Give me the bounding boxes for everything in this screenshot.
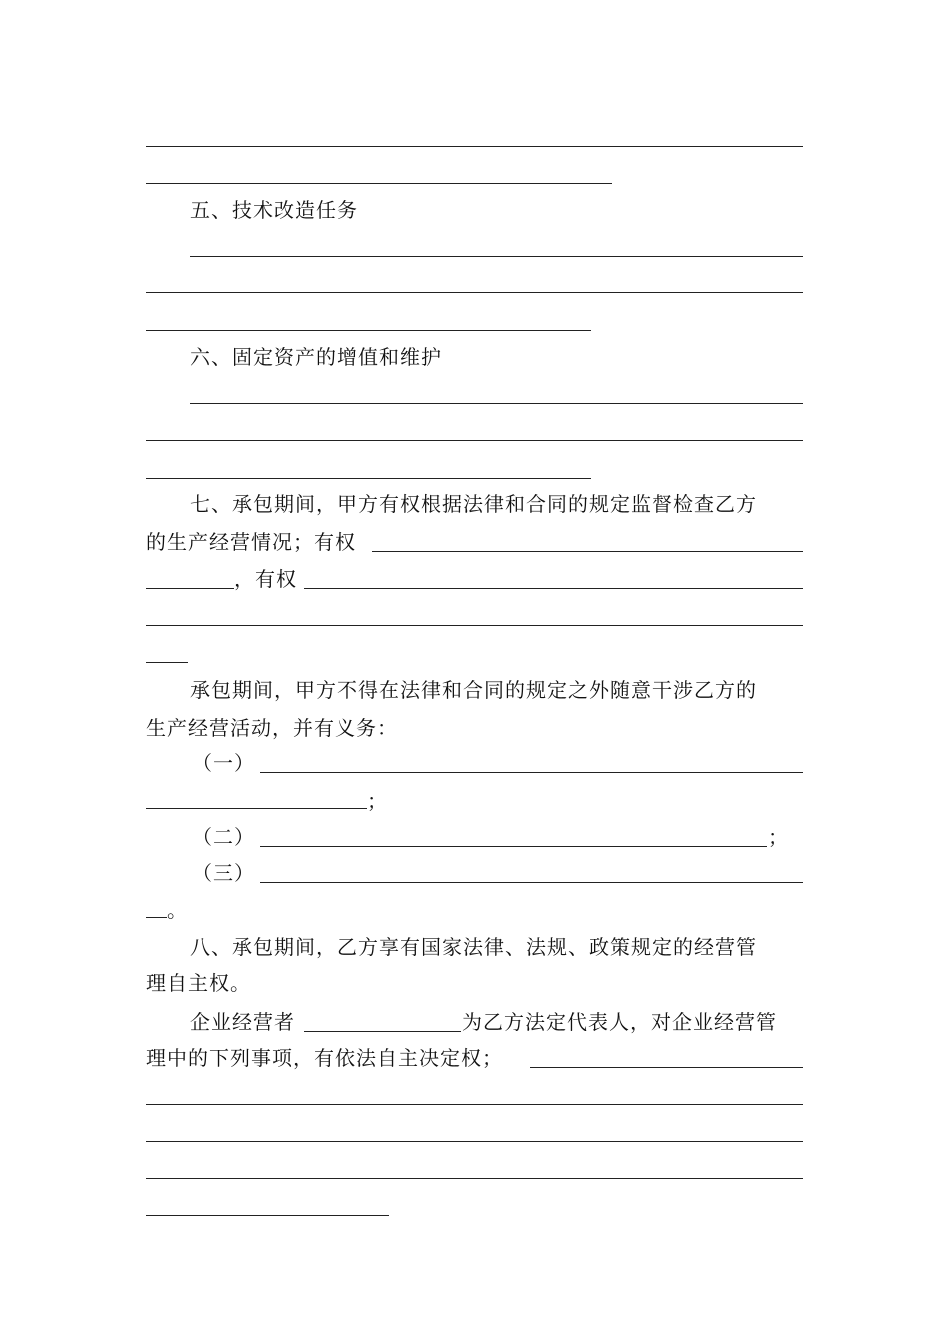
blank-line[interactable] [146,1141,803,1142]
blank-line[interactable] [146,330,591,331]
blank-line[interactable] [146,1178,803,1179]
blank-line[interactable] [146,1104,803,1105]
blank-line[interactable] [146,440,803,441]
blank-line[interactable] [190,403,803,404]
blank-line[interactable] [146,662,188,663]
obligations-line-1: 承包期间，甲方不得在法律和合同的规定之外随意干涉乙方的 [190,678,757,702]
blank-line[interactable] [260,882,803,883]
blank-line[interactable] [530,1067,803,1068]
blank-line[interactable] [304,1031,461,1032]
manager-text-a: 企业经营者 [190,1010,295,1034]
blank-line[interactable] [146,292,803,293]
manager-text-b: 为乙方法定代表人，对企业经营管 [462,1010,777,1034]
blank-line[interactable] [146,588,234,589]
blank-line[interactable] [190,256,803,257]
section-7-line-2: 的生产经营情况；有权 [146,530,356,554]
blank-line[interactable] [146,1215,389,1216]
blank-line[interactable] [146,183,612,184]
blank-line[interactable] [146,625,803,626]
blank-line[interactable] [146,146,803,147]
manager-text-line-2: 理中的下列事项，有依法自主决定权； [146,1046,503,1070]
blank-line[interactable] [146,917,167,918]
blank-line[interactable] [260,772,803,773]
blank-line[interactable] [260,846,767,847]
item-3-end: 。 [167,898,188,922]
section-7-line-1: 七、承包期间，甲方有权根据法律和合同的规定监督检查乙方 [190,492,757,516]
item-1-label: （一） [192,751,255,775]
item-3-label: （三） [192,861,255,885]
section-6-title: 六、固定资产的增值和维护 [190,345,442,369]
blank-line[interactable] [372,551,803,552]
blank-line[interactable] [146,478,591,479]
section-7-line-3: ，有权 [234,567,297,591]
blank-line[interactable] [304,588,803,589]
section-8-line-1: 八、承包期间，乙方享有国家法律、法规、政策规定的经营管 [190,935,757,959]
section-5-title: 五、技术改造任务 [190,198,358,222]
item-2-label: （二） [192,825,255,849]
blank-line[interactable] [146,808,367,809]
item-1-end: ； [367,789,388,813]
obligations-line-2: 生产经营活动，并有义务： [146,716,398,740]
item-2-end: ； [768,825,789,849]
section-8-line-2: 理自主权。 [146,971,251,995]
